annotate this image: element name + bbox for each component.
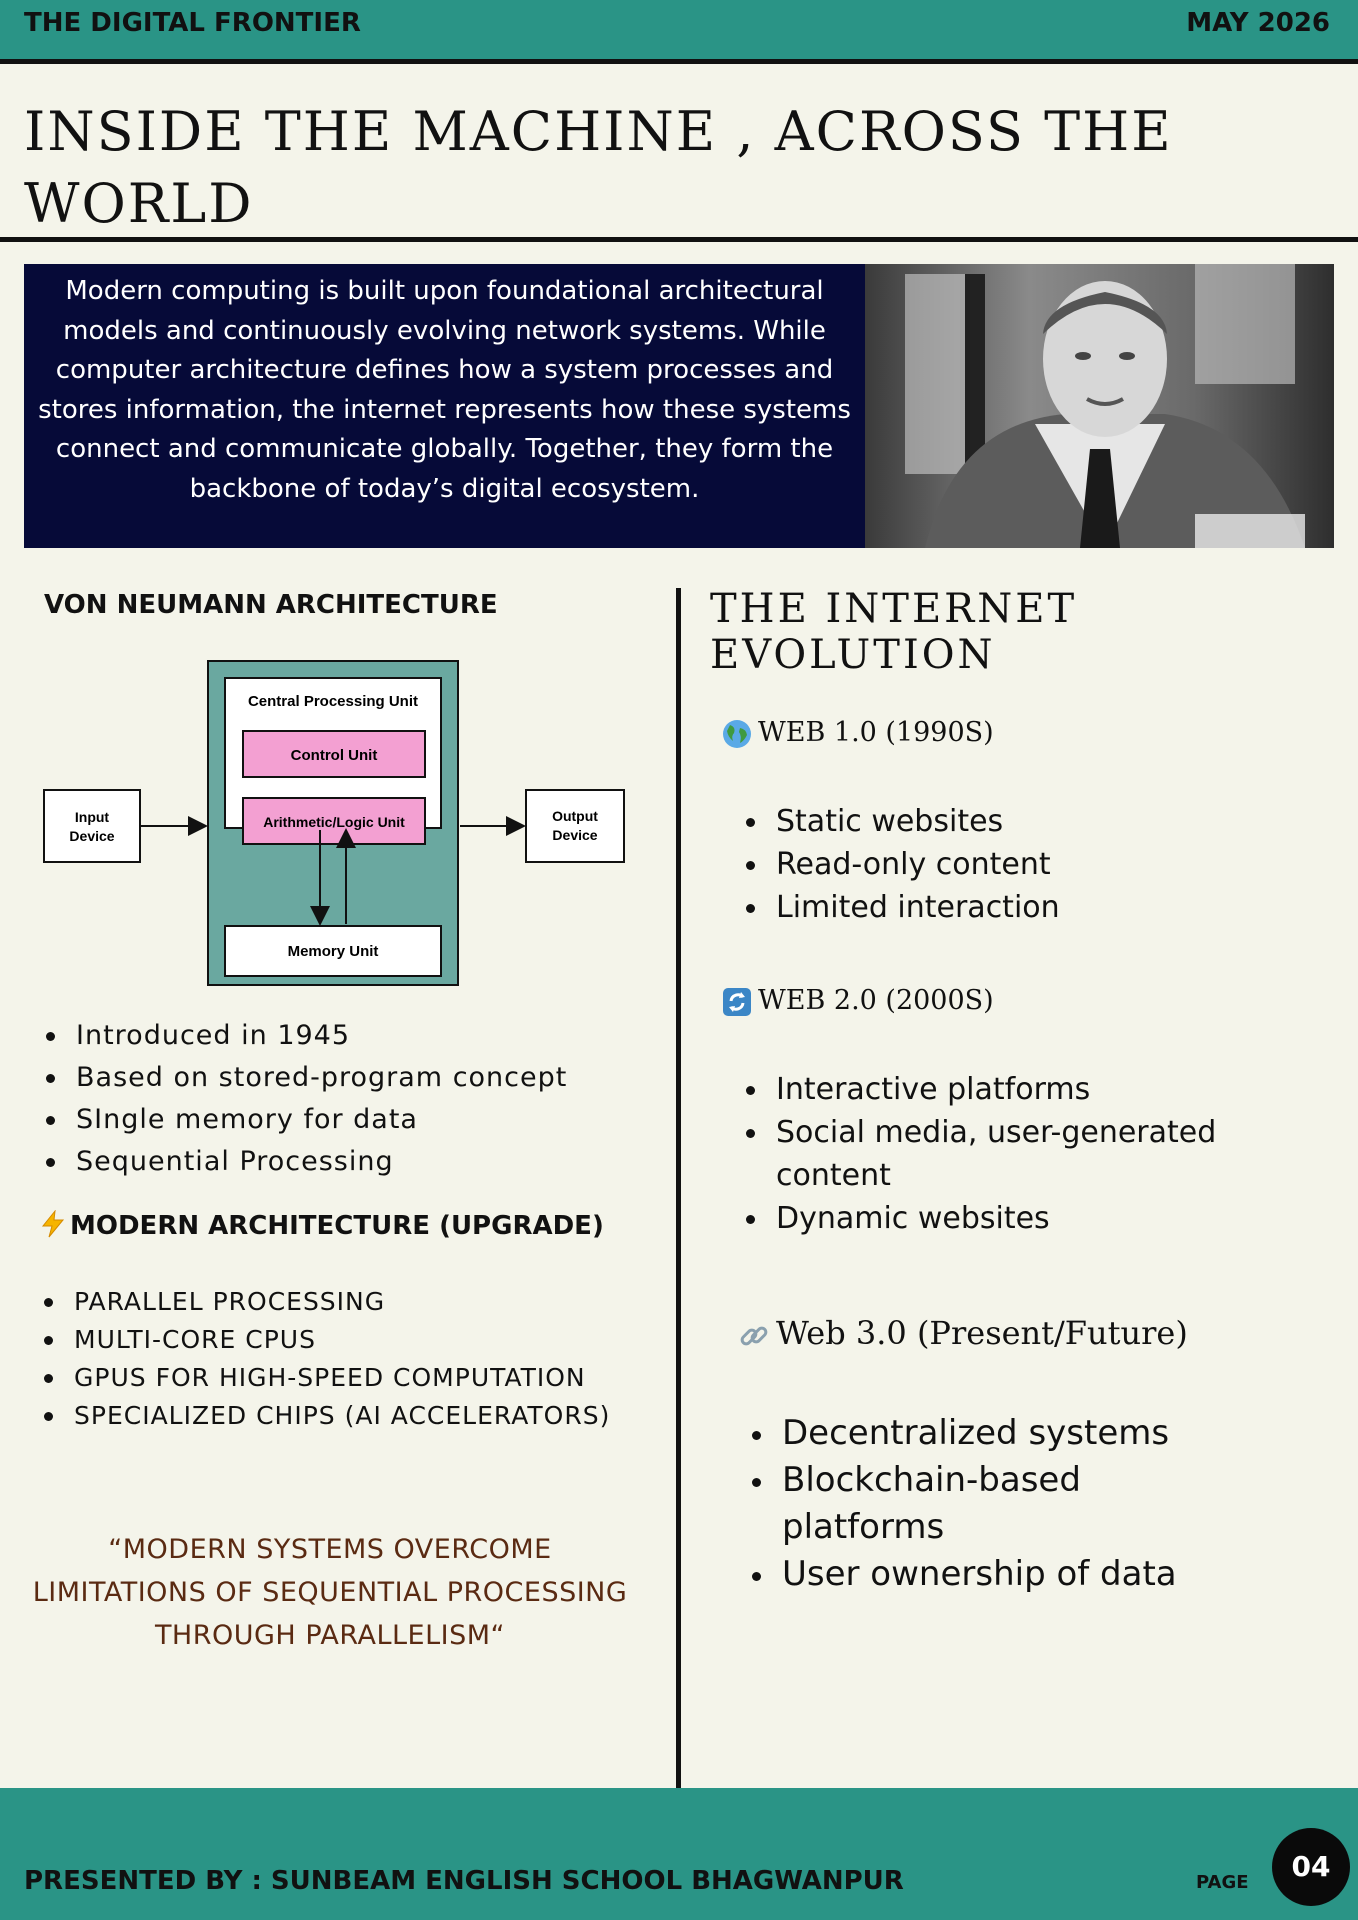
alu-label: Arithmetic/Logic Unit	[263, 814, 405, 830]
list-item: Introduced in 1945	[42, 1015, 567, 1057]
web3-heading	[738, 1314, 1188, 1352]
list-item: Limited interaction	[742, 886, 1302, 929]
page-number-badge: 04	[1272, 1828, 1350, 1906]
title-divider	[0, 237, 1358, 242]
von-neumann-heading: VON NEUMANN ARCHITECTURE	[44, 590, 498, 620]
list-item: Social media, user-generated content	[742, 1111, 1242, 1197]
list-item: SPECIALIZED CHIPS (AI ACCELERATORS)	[40, 1397, 610, 1435]
von-neumann-diagram	[40, 656, 634, 990]
web1-heading	[722, 717, 994, 749]
output-device-label-1: Output	[552, 808, 598, 824]
von-neumann-points	[42, 1015, 567, 1183]
list-item: SIngle memory for data	[42, 1099, 567, 1141]
link-icon	[738, 1320, 770, 1352]
cpu-label: Central Processing Unit	[247, 693, 419, 710]
output-device-label-2: Device	[552, 827, 598, 843]
portrait-image	[865, 264, 1334, 548]
modern-architecture-title: MODERN ARCHITECTURE (UPGRADE)	[70, 1211, 604, 1241]
portrait-photo	[865, 264, 1334, 548]
page-title: INSIDE THE MACHINE , ACROSS THE WORLD	[24, 100, 1173, 235]
column-divider	[676, 588, 681, 1788]
list-item: Read-only content	[742, 843, 1302, 886]
page-label: PAGE	[1196, 1872, 1249, 1893]
internet-evolution-heading: THE INTERNET EVOLUTION	[710, 586, 1078, 678]
memory-unit-label: Memory Unit	[287, 943, 379, 960]
list-item: User ownership of data	[748, 1551, 1248, 1598]
issue-date: MAY 2026	[1186, 8, 1330, 38]
publication-name: THE DIGITAL FRONTIER	[24, 8, 361, 38]
web3-points	[748, 1410, 1248, 1598]
list-item: Blockchain-based platforms	[748, 1457, 1248, 1551]
web2-title: WEB 2.0 (2000S)	[758, 985, 994, 1016]
list-item: MULTI-CORE CPUS	[40, 1321, 610, 1359]
top-banner	[0, 0, 1358, 64]
modern-architecture-heading	[40, 1210, 604, 1241]
intro-paragraph: Modern computing is built upon foundational architectural models and continuously evolving network systems. While computer architecture defines how a system processes and stores information, the internet represents how these systems connect and communicate globally. Together, they form the backbone of today’s digital ecosystem.	[24, 264, 865, 548]
input-device-label-1: Input	[74, 809, 110, 825]
list-item: PARALLEL PROCESSING	[40, 1283, 610, 1321]
control-unit-label: Control Unit	[290, 747, 378, 764]
list-item: Dynamic websites	[742, 1197, 1242, 1240]
globe-icon	[722, 719, 752, 749]
web2-points	[742, 1068, 1242, 1240]
list-item: Sequential Processing	[42, 1141, 567, 1183]
list-item: GPUS FOR HIGH-SPEED COMPUTATION	[40, 1359, 610, 1397]
footer-banner	[0, 1788, 1358, 1920]
web2-heading	[722, 985, 994, 1017]
presented-by: PRESENTED BY : SUNBEAM ENGLISH SCHOOL BHAGWANPUR	[24, 1866, 904, 1896]
web3-title: Web 3.0 (Present/Future)	[776, 1314, 1188, 1352]
web1-title: WEB 1.0 (1990S)	[758, 717, 994, 748]
input-device-label-2: Device	[69, 828, 115, 844]
list-item: Decentralized systems	[748, 1410, 1248, 1457]
refresh-icon	[722, 987, 752, 1017]
web1-points	[742, 800, 1302, 929]
list-item: Static websites	[742, 800, 1302, 843]
list-item: Interactive platforms	[742, 1068, 1242, 1111]
lightning-icon	[40, 1210, 66, 1238]
pull-quote: “MODERN SYSTEMS OVERCOME LIMITATIONS OF SEQUENTIAL PROCESSING THROUGH PARALLELISM“	[32, 1534, 628, 1651]
list-item: Based on stored-program concept	[42, 1057, 567, 1099]
modern-architecture-points	[40, 1283, 610, 1435]
